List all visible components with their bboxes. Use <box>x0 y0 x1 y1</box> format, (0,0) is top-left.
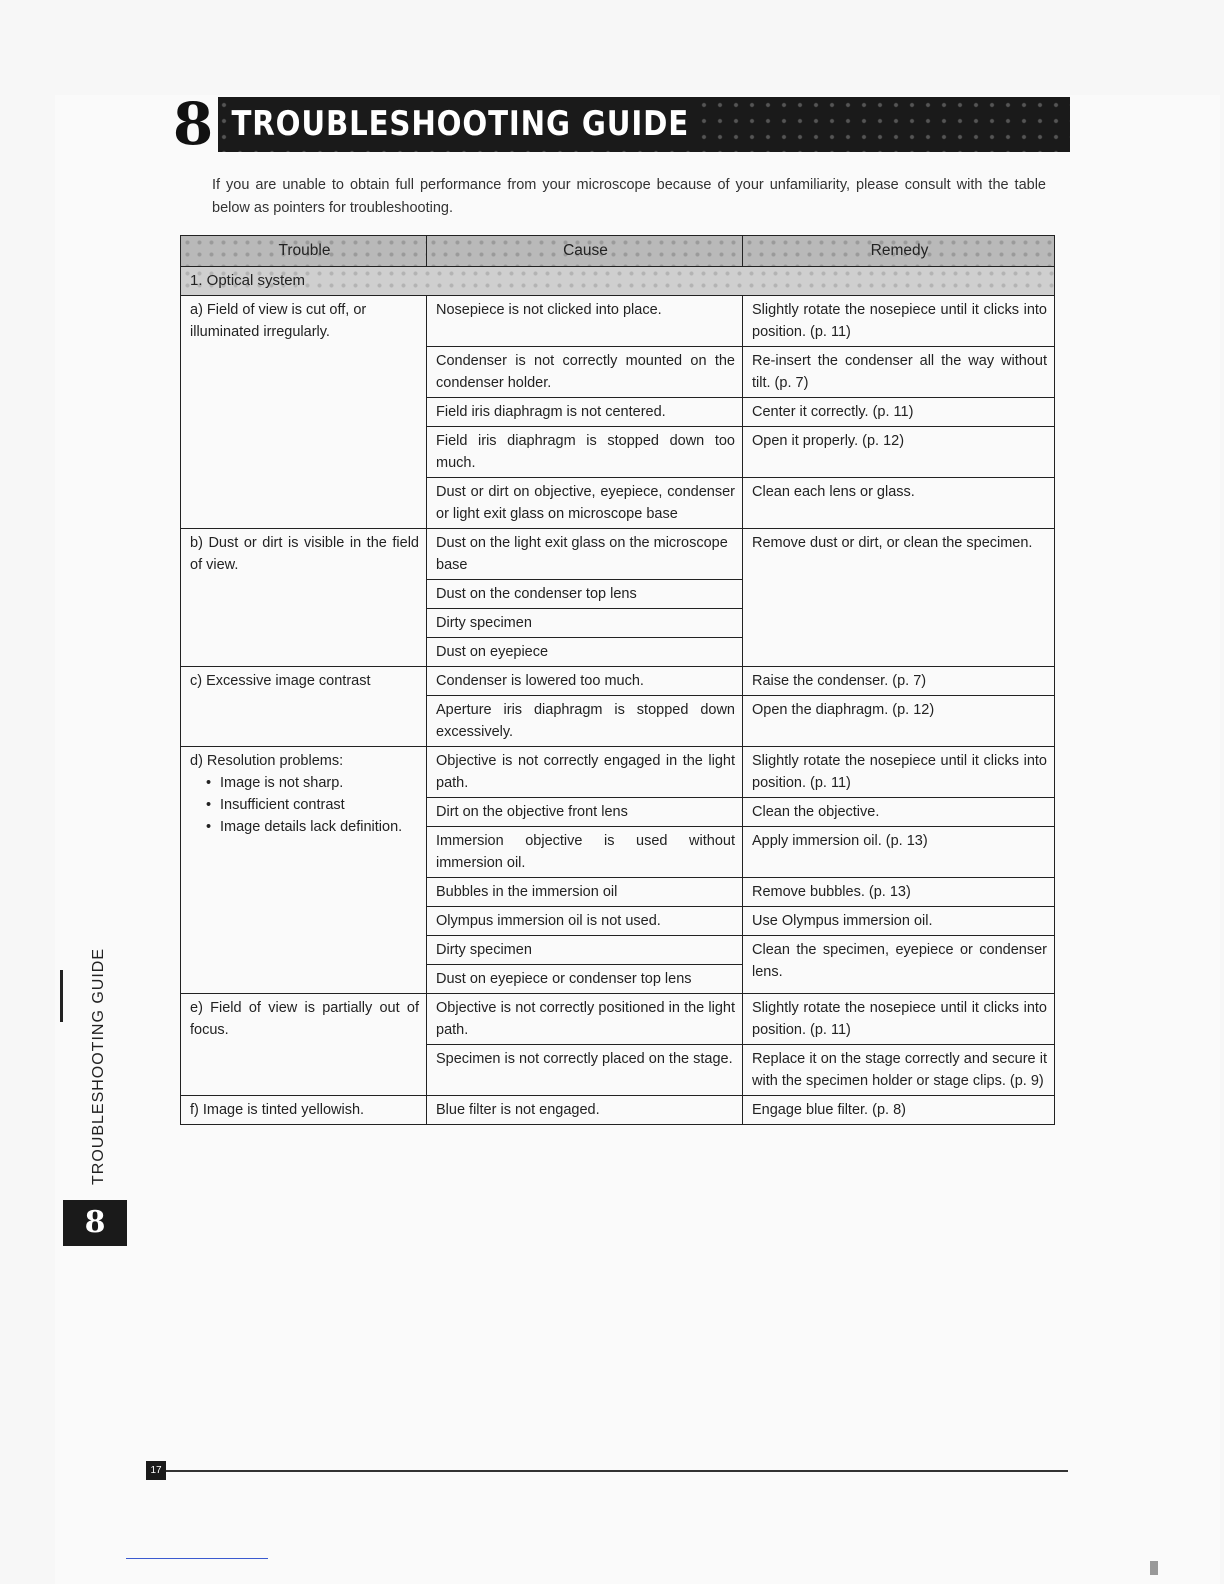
trouble-b: b) Dust or dirt is visible in the field of view. <box>181 529 427 667</box>
table-row <box>181 994 1055 1045</box>
remedy-cell: Re-insert the condenser all the way without tilt. (p. 7) <box>743 347 1055 398</box>
cause-cell: Objective is not correctly positioned in the light path. <box>427 994 743 1045</box>
remedy-cell: Apply immersion oil. (p. 13) <box>743 827 1055 878</box>
table-row <box>181 667 1055 696</box>
cause-cell: Olympus immersion oil is not used. <box>427 907 743 936</box>
trouble-e: e) Field of view is partially out of focus. <box>181 994 427 1096</box>
remedy-cell: Use Olympus immersion oil. <box>743 907 1055 936</box>
section-row <box>181 267 1055 296</box>
remedy-cell: Remove dust or dirt, or clean the specimen. <box>743 529 1055 667</box>
remedy-cell: Clean the objective. <box>743 798 1055 827</box>
bullet-item: • Image is not sharp. <box>220 772 419 794</box>
remedy-cell: Clean the specimen, eyepiece or condenser lens. <box>743 936 1055 994</box>
cause-cell: Dust on eyepiece or condenser top lens <box>427 965 743 994</box>
page-number: 17 <box>146 1461 166 1480</box>
table-header-row <box>181 236 1055 267</box>
remedy-cell: Clean each lens or glass. <box>743 478 1055 529</box>
cause-cell: Dust or dirt on objective, eyepiece, condenser or light exit glass on microscope base <box>427 478 743 529</box>
page-title: TROUBLESHOOTING GUIDE <box>228 99 699 149</box>
scroll-indicator <box>1150 1561 1158 1575</box>
side-marker-bar <box>60 970 63 1022</box>
remedy-cell: Engage blue filter. (p. 8) <box>743 1096 1055 1125</box>
bullet-item: • Insufficient contrast <box>220 794 419 816</box>
cause-cell: Nosepiece is not clicked into place. <box>427 296 743 347</box>
trouble-f: f) Image is tinted yellowish. <box>181 1096 427 1125</box>
cause-cell: Dirty specimen <box>427 609 743 638</box>
remedy-cell: Slightly rotate the nosepiece until it clicks into position. (p. 11) <box>743 296 1055 347</box>
cause-cell: Condenser is lowered too much. <box>427 667 743 696</box>
cause-cell: Dirty specimen <box>427 936 743 965</box>
table-row <box>181 529 1055 580</box>
trouble-c: c) Excessive image contrast <box>181 667 427 747</box>
remedy-cell: Open it properly. (p. 12) <box>743 427 1055 478</box>
header-trouble: Trouble <box>181 236 427 267</box>
cause-cell: Condenser is not correctly mounted on the condenser holder. <box>427 347 743 398</box>
cause-cell: Dust on the light exit glass on the microscope base <box>427 529 743 580</box>
remedy-cell: Slightly rotate the nosepiece until it clicks into position. (p. 11) <box>743 994 1055 1045</box>
header-cause: Cause <box>427 236 743 267</box>
intro-paragraph: If you are unable to obtain full performance from your microscope because of your unfamiliarity, please consult with the table below as pointers for troubleshooting. <box>212 177 1046 216</box>
section-title: 1. Optical system <box>181 267 1055 296</box>
trouble-d-heading: d) Resolution problems: <box>190 753 344 769</box>
footer-rule <box>166 1470 1068 1472</box>
cause-cell: Immersion objective is used without immersion oil. <box>427 827 743 878</box>
cause-cell: Field iris diaphragm is stopped down too much. <box>427 427 743 478</box>
remedy-cell: Slightly rotate the nosepiece until it clicks into position. (p. 11) <box>743 747 1055 798</box>
trouble-d <box>181 747 427 994</box>
cause-cell: Objective is not correctly engaged in the light path. <box>427 747 743 798</box>
cause-cell: Field iris diaphragm is not centered. <box>427 398 743 427</box>
chapter-number: 8 <box>168 96 218 152</box>
side-chapter-tab: 8 <box>63 1200 127 1246</box>
trouble-d-bullets <box>190 772 419 838</box>
remedy-cell: Replace it on the stage correctly and secure it with the specimen holder or stage clips. (p. 9) <box>743 1045 1055 1096</box>
remedy-cell: Center it correctly. (p. 11) <box>743 398 1055 427</box>
header-remedy: Remedy <box>743 236 1055 267</box>
remedy-cell: Raise the condenser. (p. 7) <box>743 667 1055 696</box>
cause-cell: Blue filter is not engaged. <box>427 1096 743 1125</box>
cause-cell: Dirt on the objective front lens <box>427 798 743 827</box>
cause-cell: Specimen is not correctly placed on the stage. <box>427 1045 743 1096</box>
remedy-cell: Open the diaphragm. (p. 12) <box>743 696 1055 747</box>
table-row <box>181 296 1055 347</box>
bullet-item: • Image details lack definition. <box>220 816 419 838</box>
table-row <box>181 1096 1055 1125</box>
bottom-link-underline <box>126 1558 268 1559</box>
cause-cell: Bubbles in the immersion oil <box>427 878 743 907</box>
cause-cell: Dust on eyepiece <box>427 638 743 667</box>
side-section-label: TROUBLESHOOTING GUIDE <box>90 947 107 1185</box>
cause-cell: Aperture iris diaphragm is stopped down excessively. <box>427 696 743 747</box>
remedy-cell: Remove bubbles. (p. 13) <box>743 878 1055 907</box>
table-row <box>181 747 1055 798</box>
cause-cell: Dust on the condenser top lens <box>427 580 743 609</box>
troubleshooting-table <box>180 235 1055 1125</box>
trouble-a: a) Field of view is cut off, or illuminated irregularly. <box>181 296 427 529</box>
